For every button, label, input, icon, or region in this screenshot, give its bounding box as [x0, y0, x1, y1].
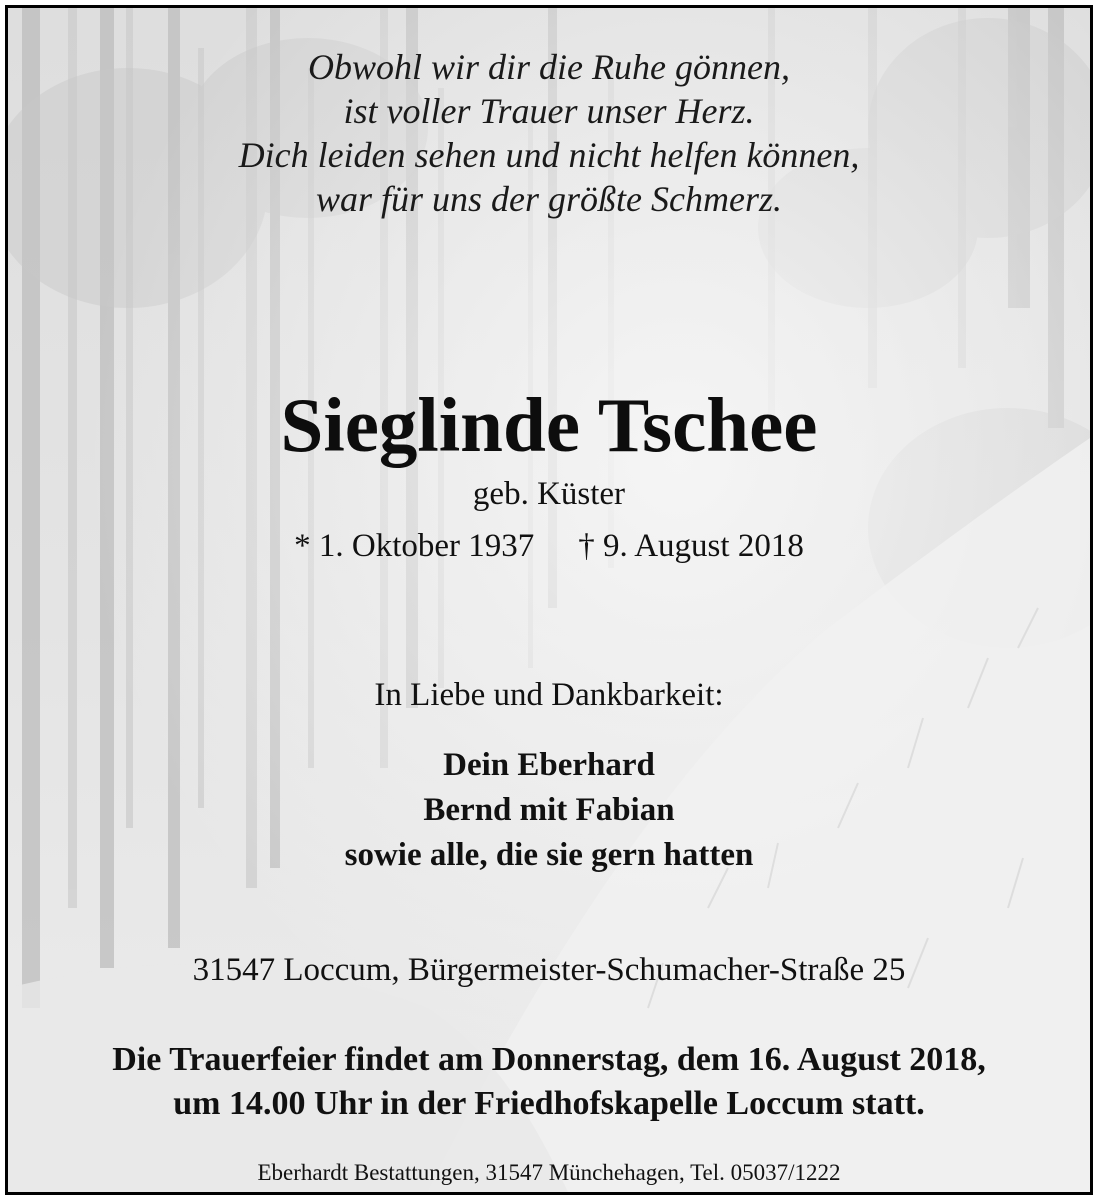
funeral-home-footer: Eberhardt Bestattungen, 31547 Münchehagen, Tel. 05037/1222 — [257, 1160, 841, 1185]
funeral-service-info — [8, 1038, 1090, 1126]
mourner-line-1: Dein Eberhard — [443, 747, 655, 783]
mourners-intro: In Liebe und Dankbarkeit: — [374, 677, 724, 713]
deceased-name: Sieglinde Tschee — [280, 382, 818, 468]
birth-date: * 1. Oktober 1937 — [294, 528, 535, 564]
death-date: † 9. August 2018 — [578, 528, 804, 564]
notice-text — [8, 8, 1090, 1192]
memorial-poem — [8, 45, 1090, 221]
poem-line-1: Obwohl wir dir die Ruhe gönnen, — [308, 47, 790, 87]
family-address: 31547 Loccum, Bürgermeister-Schumacher-Straße 25 — [192, 952, 906, 988]
maiden-name: geb. Küster — [472, 476, 626, 512]
service-line-1: Die Trauerfeier findet am Donnerstag, dem 16. August 2018, — [112, 1041, 986, 1078]
mourners-list — [8, 743, 1090, 878]
poem-line-4: war für uns der größte Schmerz. — [316, 179, 782, 219]
mourner-line-3: sowie alle, die sie gern hatten — [344, 837, 754, 873]
poem-line-3: Dich leiden sehen und nicht helfen können, — [238, 135, 860, 175]
mourner-line-2: Bernd mit Fabian — [423, 792, 675, 828]
life-dates — [8, 526, 1090, 566]
poem-line-2: ist voller Trauer unser Herz. — [343, 91, 755, 131]
service-line-2: um 14.00 Uhr in der Friedhofskapelle Loccum statt. — [173, 1085, 925, 1122]
obituary-notice — [5, 5, 1093, 1195]
